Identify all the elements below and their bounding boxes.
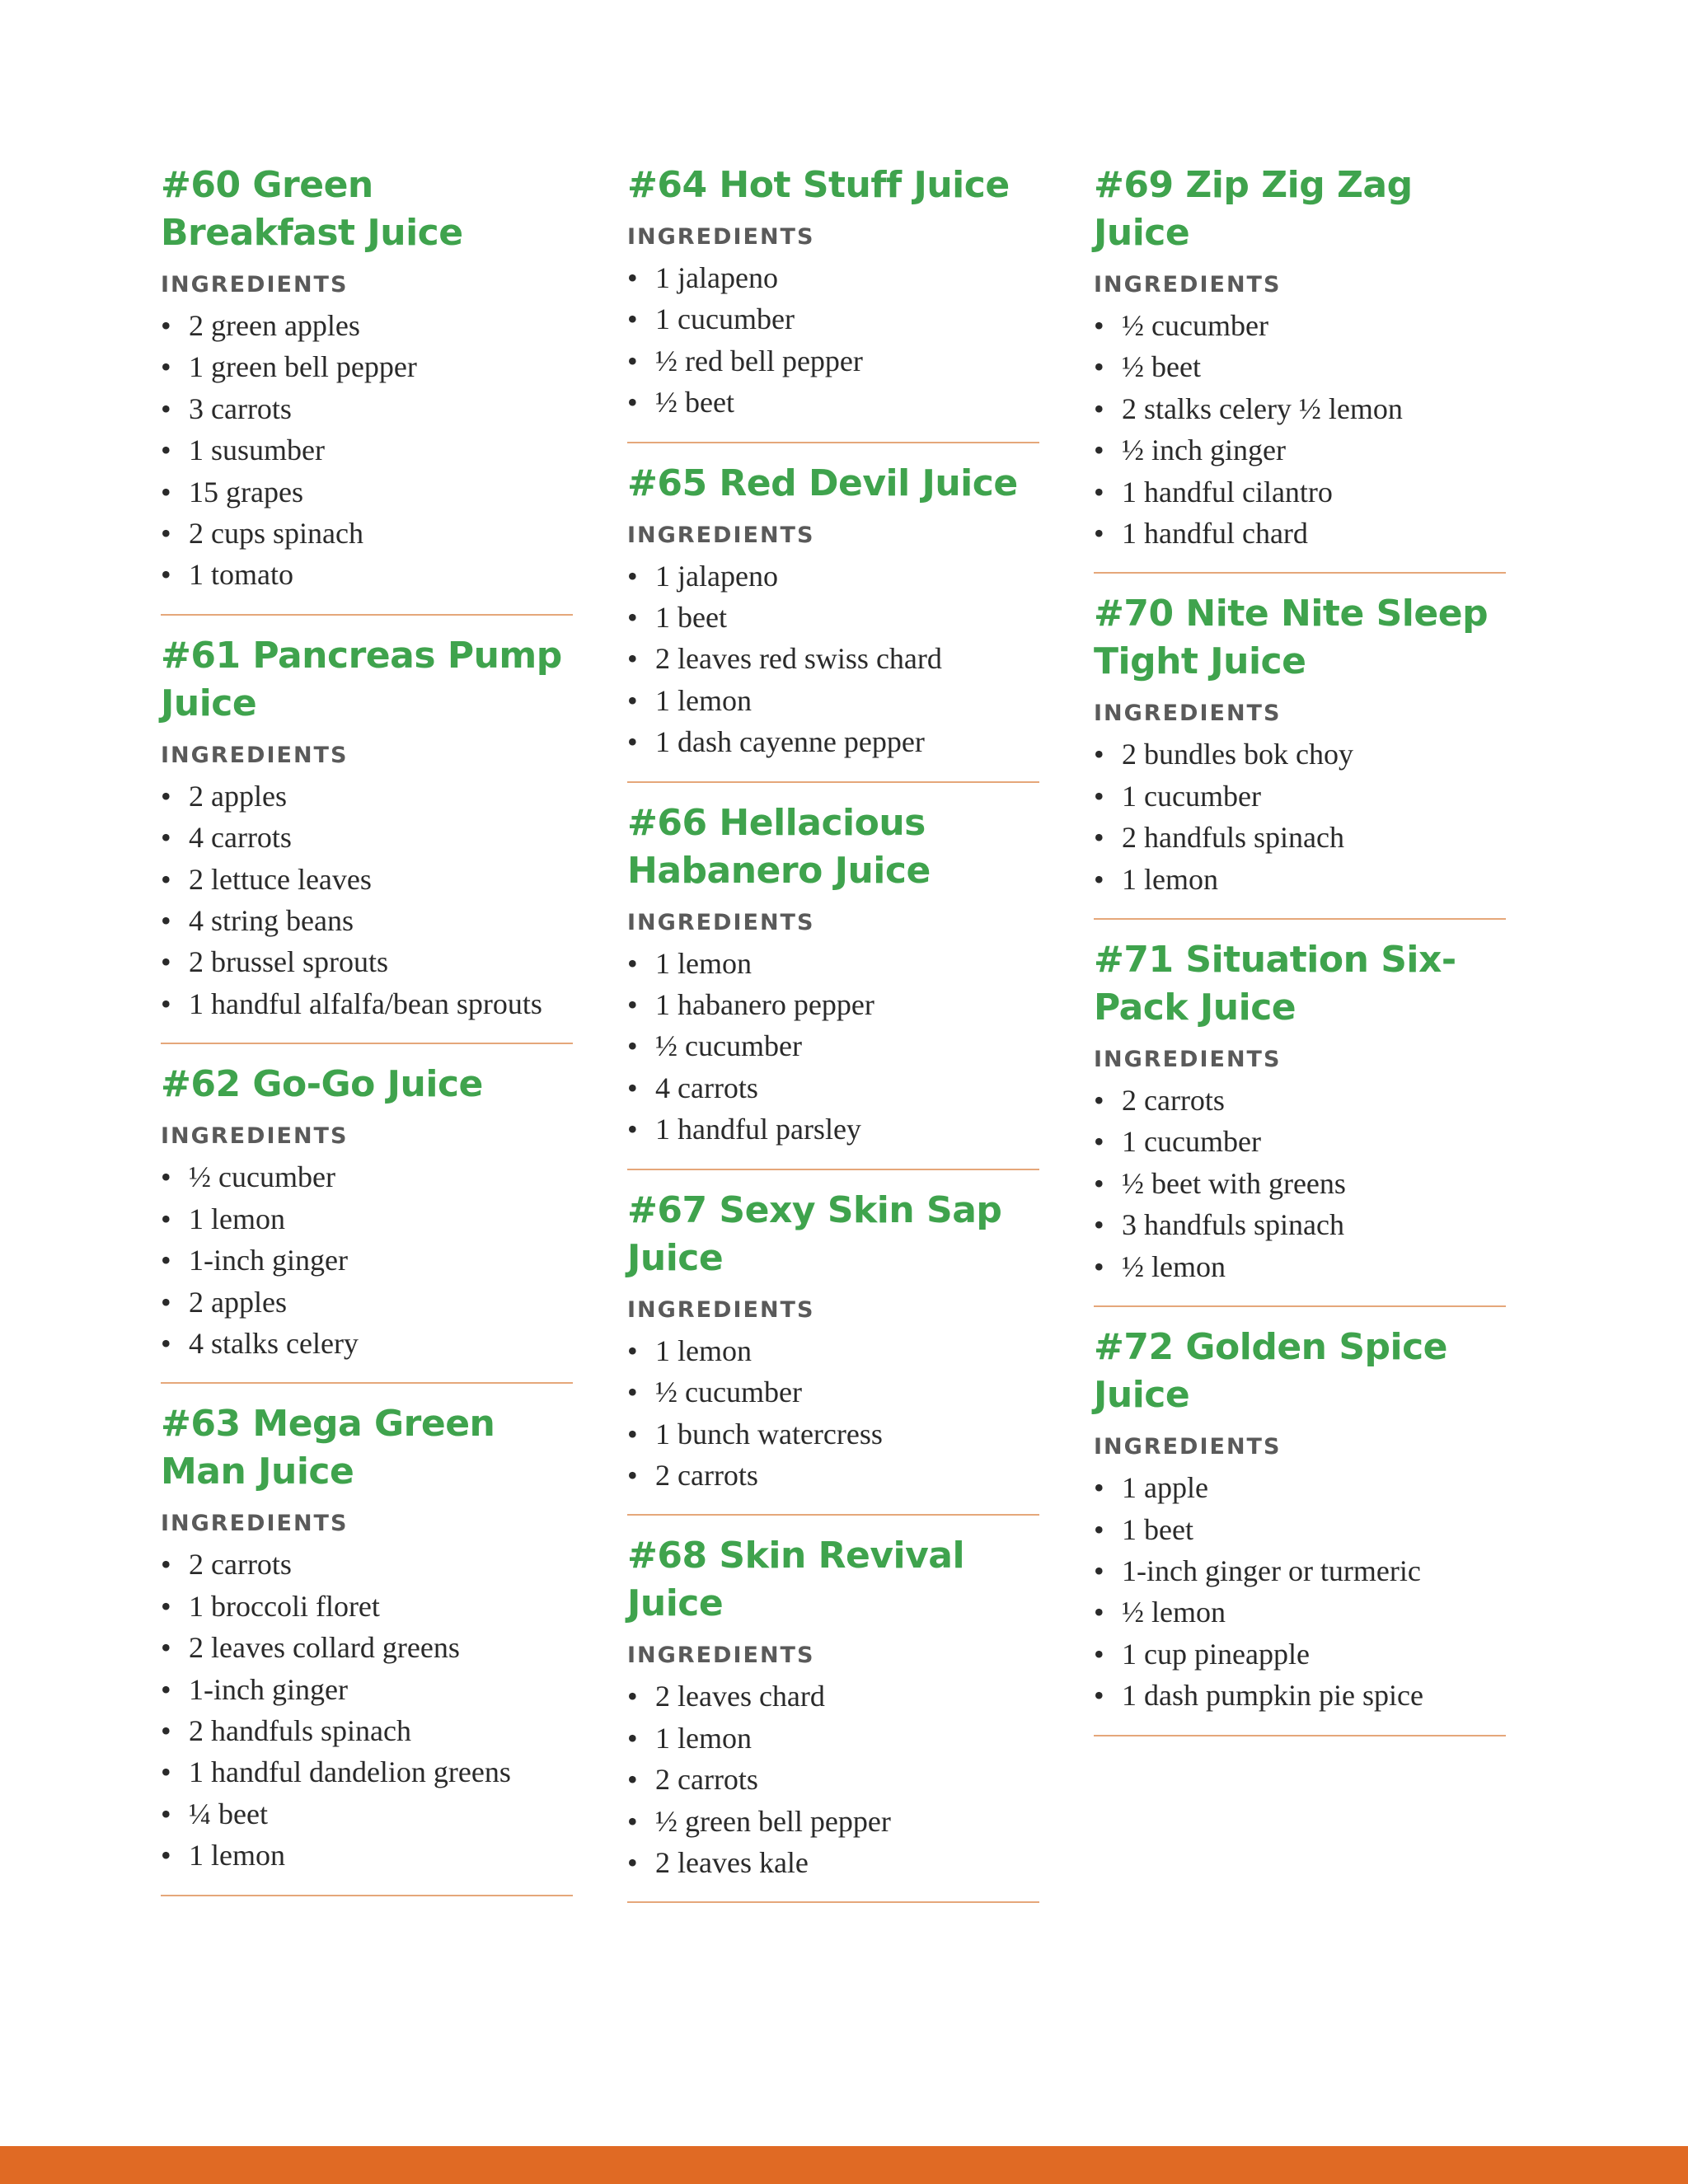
ingredient-item: • 1 lemon xyxy=(161,1835,573,1876)
ingredient-item: • 2 lettuce leaves xyxy=(161,859,573,900)
ingredient-item: • 1 lemon xyxy=(1094,859,1506,900)
ingredient-item: • 2 leaves red swiss chard xyxy=(627,638,1039,679)
footer-bar xyxy=(0,2146,1688,2184)
ingredients-heading: INGREDIENTS xyxy=(161,272,349,298)
ingredients-heading: INGREDIENTS xyxy=(1094,1047,1282,1073)
ingredient-item: • 1 lemon xyxy=(627,943,1039,984)
ingredient-item: • 2 leaves collard greens xyxy=(161,1627,573,1668)
ingredient-list xyxy=(161,776,573,1024)
ingredient-item: • 1 tomato xyxy=(161,554,573,595)
ingredient-item: • 1 cucumber xyxy=(1094,1121,1506,1162)
ingredient-item: • 2 apples xyxy=(161,776,573,817)
ingredient-item: • 1 lemon xyxy=(627,1330,1039,1371)
ingredient-item: • 1 dash pumpkin pie spice xyxy=(1094,1675,1506,1716)
ingredient-list xyxy=(1094,1080,1506,1287)
recipe-title: #66 Hellacious Habanero Juice xyxy=(627,801,931,892)
ingredient-list xyxy=(1094,1467,1506,1716)
ingredient-item: • 2 handfuls spinach xyxy=(1094,817,1506,858)
recipe-card xyxy=(627,1187,1039,1516)
ingredient-item: • 1-inch ginger or turmeric xyxy=(1094,1550,1506,1591)
ingredient-item: • ½ lemon xyxy=(1094,1591,1506,1633)
recipe-card xyxy=(627,460,1039,783)
ingredient-list xyxy=(627,555,1039,763)
ingredient-item: • 1-inch ginger xyxy=(161,1240,573,1281)
ingredient-item: • 3 handfuls spinach xyxy=(1094,1204,1506,1245)
ingredients-heading: INGREDIENTS xyxy=(627,1296,815,1323)
ingredient-list xyxy=(627,943,1039,1151)
recipe-title: #64 Hot Stuff Juice xyxy=(627,164,1010,206)
ingredient-item: • ½ beet xyxy=(1094,346,1506,387)
ingredient-item: • 3 carrots xyxy=(161,388,573,429)
ingredient-list xyxy=(1094,733,1506,900)
recipe-title: #61 Pancreas Pump Juice xyxy=(161,634,562,724)
ingredient-item: • 2 handfuls spinach xyxy=(161,1710,573,1751)
recipe-title: #67 Sexy Skin Sap Juice xyxy=(627,1188,1002,1279)
recipe-title: #68 Skin Revival Juice xyxy=(627,1535,965,1625)
recipe-card xyxy=(161,1061,573,1384)
ingredient-item: • 1 green bell pepper xyxy=(161,346,573,387)
recipe-title: #63 Mega Green Man Juice xyxy=(161,1403,495,1493)
ingredient-item: • 1 apple xyxy=(1094,1467,1506,1508)
ingredient-item: • 1 bunch watercress xyxy=(627,1413,1039,1455)
recipe-card xyxy=(1094,162,1506,574)
ingredient-item: • 1 cucumber xyxy=(627,298,1039,340)
recipe-card xyxy=(1094,936,1506,1307)
recipe-title: #69 Zip Zig Zag Juice xyxy=(1094,164,1413,254)
ingredient-item: • 2 green apples xyxy=(161,305,573,346)
ingredient-item: • 2 carrots xyxy=(627,1759,1039,1800)
ingredients-heading: INGREDIENTS xyxy=(627,522,815,548)
recipe-card xyxy=(627,1532,1039,1903)
ingredient-item: • 1 jalapeno xyxy=(627,555,1039,597)
ingredients-heading: INGREDIENTS xyxy=(161,742,349,768)
ingredient-item: • 2 leaves kale xyxy=(627,1842,1039,1883)
ingredient-item: • 1 lemon xyxy=(627,680,1039,721)
ingredient-item: • ½ lemon xyxy=(1094,1246,1506,1287)
recipe-title: #71 Situation Six-Pack Juice xyxy=(1094,939,1456,1029)
ingredient-item: • 2 brussel sprouts xyxy=(161,941,573,982)
ingredient-item: • 2 leaves chard xyxy=(627,1675,1039,1717)
ingredients-heading: INGREDIENTS xyxy=(1094,272,1282,298)
recipe-card xyxy=(1094,590,1506,920)
ingredient-item: • ½ cucumber xyxy=(627,1025,1039,1066)
ingredient-item: • ½ beet with greens xyxy=(1094,1163,1506,1204)
ingredient-item: • 1 beet xyxy=(1094,1509,1506,1550)
ingredient-item: • 1 handful chard xyxy=(1094,513,1506,554)
ingredient-item: • 1 handful alfalfa/bean sprouts xyxy=(161,983,573,1024)
recipe-card xyxy=(627,799,1039,1170)
ingredient-item: • 1 beet xyxy=(627,597,1039,638)
ingredient-item: • 2 stalks celery ½ lemon xyxy=(1094,388,1506,429)
recipe-card xyxy=(161,1400,573,1896)
ingredient-list xyxy=(627,1675,1039,1883)
ingredient-item: • ½ cucumber xyxy=(1094,305,1506,346)
ingredient-item: • 2 apples xyxy=(161,1282,573,1323)
ingredient-item: • 2 carrots xyxy=(1094,1080,1506,1121)
ingredients-heading: INGREDIENTS xyxy=(627,224,815,250)
ingredient-item: • ½ green bell pepper xyxy=(627,1801,1039,1842)
recipe-card xyxy=(161,632,573,1044)
ingredient-item: • 2 bundles bok choy xyxy=(1094,733,1506,775)
ingredient-list xyxy=(627,257,1039,424)
ingredient-item: • 1 handful parsley xyxy=(627,1108,1039,1150)
ingredients-heading: INGREDIENTS xyxy=(1094,1434,1282,1460)
ingredient-list xyxy=(161,1156,573,1364)
ingredient-item: • ½ beet xyxy=(627,382,1039,423)
ingredient-list xyxy=(1094,305,1506,554)
ingredient-list xyxy=(161,1544,573,1876)
recipe-title: #60 Green Breakfast Juice xyxy=(161,164,463,254)
recipe-title: #72 Golden Spice Juice xyxy=(1094,1326,1448,1417)
ingredient-item: • 15 grapes xyxy=(161,471,573,513)
ingredients-heading: INGREDIENTS xyxy=(161,1123,349,1150)
recipe-title: #65 Red Devil Juice xyxy=(627,462,1018,504)
ingredients-heading: INGREDIENTS xyxy=(627,1643,815,1669)
recipe-column-3 xyxy=(1094,157,1506,1753)
ingredient-item: • ¼ beet xyxy=(161,1793,573,1835)
recipe-title: #62 Go-Go Juice xyxy=(161,1063,483,1106)
ingredient-item: • 2 cups spinach xyxy=(161,513,573,554)
recipe-card xyxy=(627,162,1039,443)
ingredient-item: • 4 carrots xyxy=(627,1067,1039,1108)
recipe-card xyxy=(161,162,573,616)
ingredient-item: • 1 lemon xyxy=(161,1198,573,1240)
ingredients-heading: INGREDIENTS xyxy=(161,1511,349,1537)
ingredient-item: • 1 cup pineapple xyxy=(1094,1633,1506,1675)
ingredient-item: • 1 handful dandelion greens xyxy=(161,1751,573,1793)
ingredient-item: • 1 habanero pepper xyxy=(627,984,1039,1025)
ingredient-item: • ½ red bell pepper xyxy=(627,340,1039,382)
ingredients-heading: INGREDIENTS xyxy=(627,909,815,935)
recipe-column-1 xyxy=(161,157,573,1913)
ingredient-item: • ½ cucumber xyxy=(627,1371,1039,1413)
ingredient-list xyxy=(161,305,573,596)
ingredient-item: • 1 cucumber xyxy=(1094,776,1506,817)
ingredient-list xyxy=(627,1330,1039,1497)
recipe-title: #70 Nite Nite Sleep Tight Juice xyxy=(1094,593,1489,683)
ingredient-item: • 1-inch ginger xyxy=(161,1669,573,1710)
ingredient-item: • 1 susumber xyxy=(161,429,573,471)
ingredient-item: • 2 carrots xyxy=(161,1544,573,1585)
ingredient-item: • 4 string beans xyxy=(161,900,573,941)
ingredient-item: • 1 jalapeno xyxy=(627,257,1039,298)
ingredient-item: • 1 lemon xyxy=(627,1718,1039,1759)
ingredient-item: • 4 carrots xyxy=(161,817,573,858)
recipe-column-2 xyxy=(627,157,1039,1919)
ingredient-item: • 4 stalks celery xyxy=(161,1323,573,1364)
recipe-card xyxy=(1094,1324,1506,1736)
ingredient-item: • 2 carrots xyxy=(627,1455,1039,1496)
ingredient-item: • ½ inch ginger xyxy=(1094,429,1506,471)
ingredient-item: • ½ cucumber xyxy=(161,1156,573,1197)
ingredient-item: • 1 broccoli floret xyxy=(161,1586,573,1627)
ingredients-heading: INGREDIENTS xyxy=(1094,701,1282,727)
ingredient-item: • 1 dash cayenne pepper xyxy=(627,721,1039,762)
ingredient-item: • 1 handful cilantro xyxy=(1094,471,1506,513)
